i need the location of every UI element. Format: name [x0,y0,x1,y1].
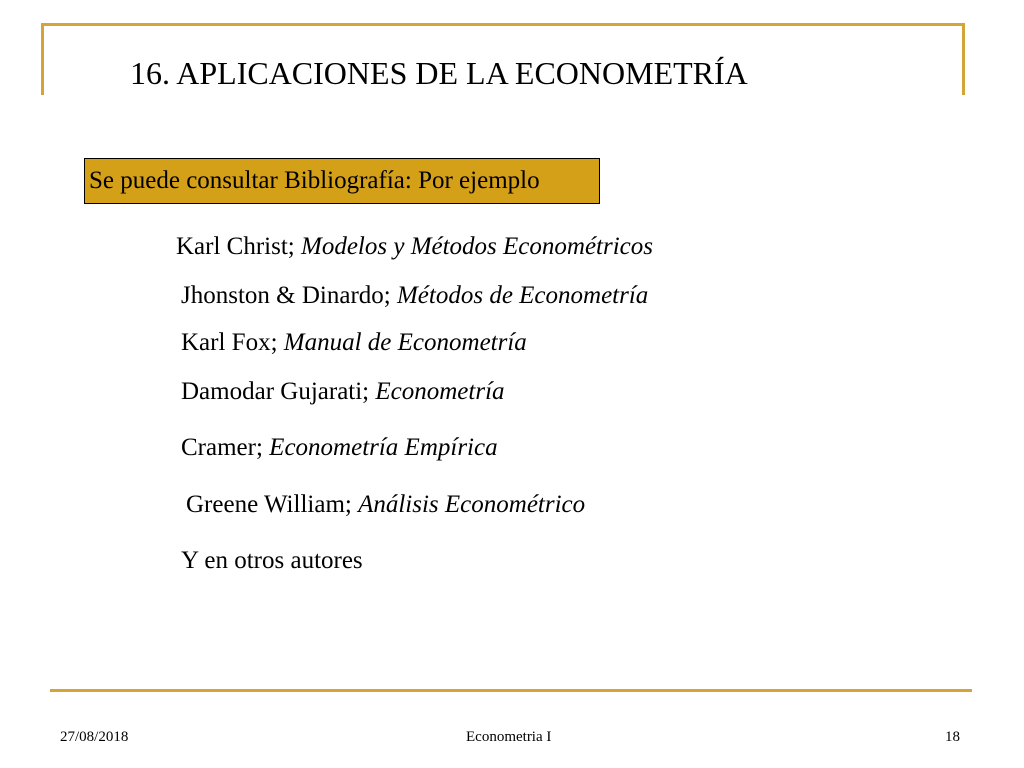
reference-item [176,231,653,263]
slide-title: 16. APLICACIONES DE LA ECONOMETRÍA [130,55,748,91]
reference-title: Manual de Econometría [283,329,527,356]
reference-title: Econometría [375,378,505,405]
reference-author: Karl Fox; [181,329,284,356]
reference-author: Damodar Gujarati; [181,378,376,405]
footer-rule [50,689,972,692]
frame-right-rule [962,23,965,95]
frame-top-rule [41,23,965,26]
reference-author: Jhonston & Dinardo; [181,282,397,309]
reference-item [181,376,505,408]
footer-course: Econometria I [466,729,552,745]
reference-item [181,280,648,312]
footer-date: 27/08/2018 [60,729,129,745]
reference-item [186,489,585,521]
footer-page-number: 18 [945,729,960,745]
reference-author: Karl Christ; [176,233,301,260]
frame-left-rule [41,23,44,95]
reference-author: Greene William; [186,491,359,518]
closing-line: Y en otros autores [181,547,363,574]
reference-title: Modelos y Métodos Econométricos [301,233,654,260]
reference-item [181,327,527,359]
reference-author: Cramer; [181,434,270,461]
reference-item [181,432,498,464]
reference-title: Análisis Econométrico [358,491,586,518]
bibliography-callout: Se puede consultar Bibliografía: Por ejemplo [84,158,600,204]
reference-title: Econometría Empírica [269,434,498,461]
reference-title: Métodos de Econometría [396,282,649,309]
